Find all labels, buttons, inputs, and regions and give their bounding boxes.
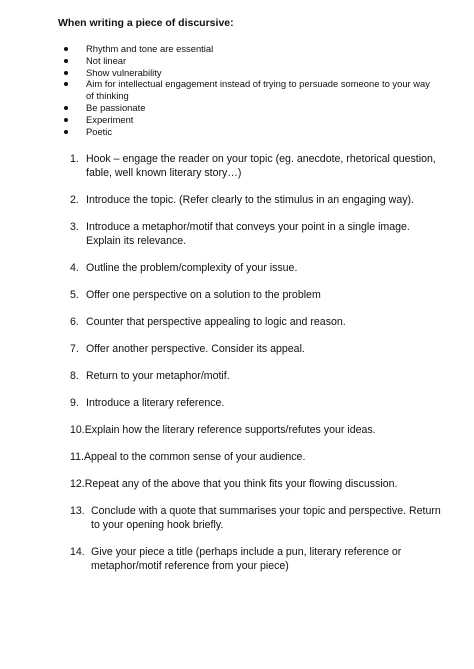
step-item (70, 369, 442, 383)
step-item (70, 152, 442, 180)
structure-numbered-list (70, 152, 442, 573)
step-item (70, 423, 442, 437)
step-item (70, 504, 442, 532)
step-number: 7. (70, 343, 79, 355)
step-item (70, 342, 442, 356)
step-item (70, 545, 442, 573)
bullet-item (58, 126, 430, 138)
step-item (70, 315, 442, 329)
step-text: Explain how the literary reference supports/refutes your ideas. (84, 424, 376, 436)
tips-bullet-list (58, 43, 430, 137)
step-number: 6. (70, 316, 79, 328)
step-number: 12. (70, 478, 85, 490)
bullet-text: Not linear (86, 54, 127, 66)
step-item (70, 288, 442, 302)
document-heading: When writing a piece of discursive: (58, 17, 234, 29)
bullet-dot-icon (64, 71, 68, 75)
bullet-item (58, 55, 430, 67)
step-item (70, 220, 442, 248)
bullet-dot-icon (64, 47, 68, 51)
step-text: Conclude with a quote that summarises your topic and perspective. Return to your opening hook briefly. (91, 505, 441, 531)
step-number: 9. (70, 397, 79, 409)
step-item (70, 193, 442, 207)
step-number: 13. (70, 505, 85, 517)
bullet-item (58, 67, 430, 79)
step-item (70, 396, 442, 410)
step-text: Counter that perspective appealing to logic and reason. (86, 316, 346, 328)
step-number: 1. (70, 153, 79, 165)
step-number: 14. (70, 546, 85, 558)
step-text: Hook – engage the reader on your topic (eg. anecdote, rhetorical question, fable, well known literary story…) (86, 153, 436, 179)
step-text: Appeal to the common sense of your audience. (83, 451, 306, 463)
bullet-dot-icon (64, 82, 68, 86)
bullet-dot-icon (64, 59, 68, 63)
step-text: Introduce a literary reference. (86, 397, 225, 409)
step-text: Outline the problem/complexity of your issue. (86, 262, 298, 274)
bullet-dot-icon (64, 106, 68, 110)
step-number: 10. (70, 424, 85, 436)
step-item (70, 450, 442, 464)
bullet-item (58, 43, 430, 55)
step-item (70, 261, 442, 275)
step-item (70, 477, 442, 491)
bullet-dot-icon (64, 130, 68, 134)
step-text: Repeat any of the above that you think fits your flowing discussion. (84, 478, 398, 490)
bullet-item (58, 102, 430, 114)
step-number: 5. (70, 289, 79, 301)
step-number: 11. (70, 451, 84, 463)
bullet-text: Poetic (86, 125, 113, 137)
bullet-item (58, 78, 430, 102)
bullet-text: Show vulnerability (86, 66, 162, 78)
step-number: 2. (70, 194, 79, 206)
step-number: 4. (70, 262, 79, 274)
step-text: Offer one perspective on a solution to the problem (86, 289, 321, 301)
step-text: Return to your metaphor/motif. (86, 370, 230, 382)
step-text: Introduce the topic. (Refer clearly to the stimulus in an engaging way). (86, 194, 414, 206)
bullet-text: Experiment (86, 113, 134, 125)
step-text: Offer another perspective. Consider its appeal. (86, 343, 305, 355)
step-number: 3. (70, 221, 79, 233)
bullet-text: Aim for intellectual engagement instead of trying to persuade someone to your way of thinking (86, 78, 430, 102)
bullet-text: Be passionate (86, 101, 146, 113)
bullet-item (58, 114, 430, 126)
step-text: Introduce a metaphor/motif that conveys your point in a single image. Explain its relevance. (86, 221, 410, 247)
step-text: Give your piece a title (perhaps include a pun, literary reference or metaphor/motif reference from your piece) (91, 546, 402, 572)
bullet-text: Rhythm and tone are essential (86, 43, 214, 54)
bullet-dot-icon (64, 118, 68, 122)
step-number: 8. (70, 370, 79, 382)
